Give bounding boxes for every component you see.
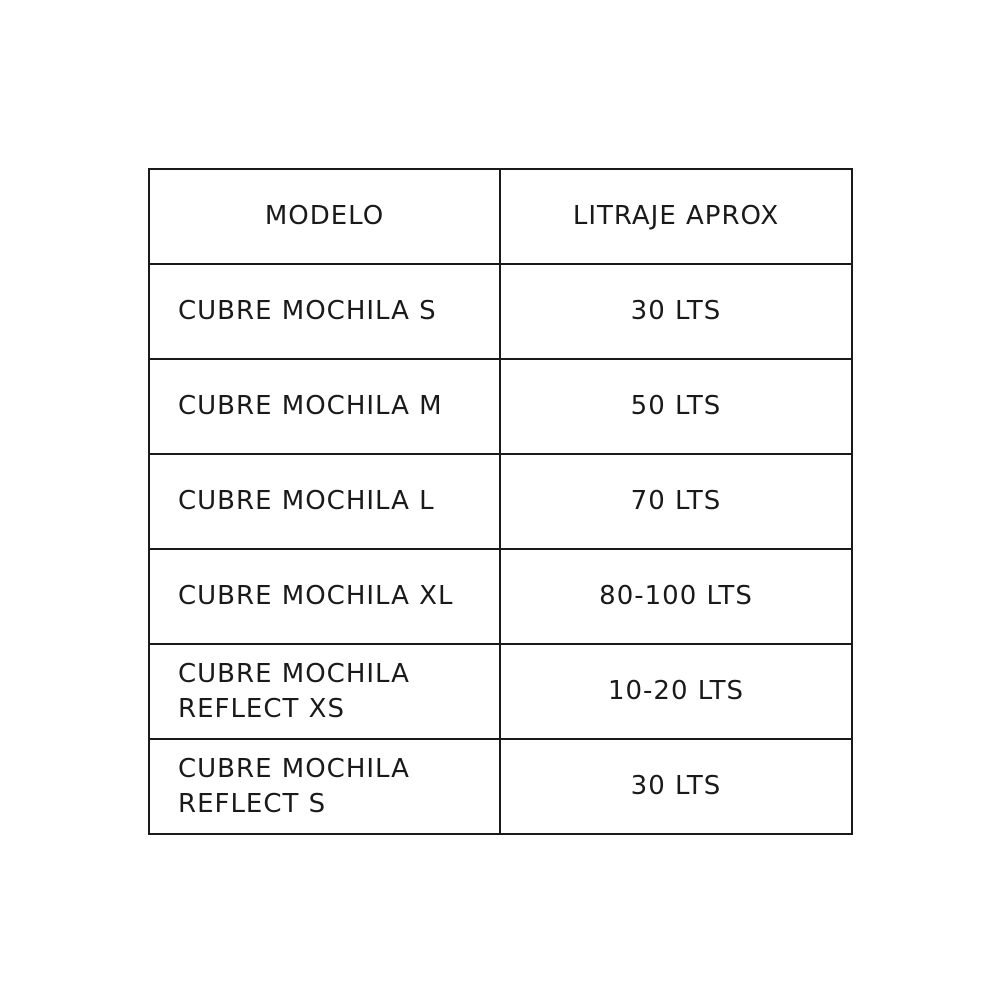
volume-cell: 80-100 LTS [500, 549, 852, 644]
volume-cell: 10-20 LTS [500, 644, 852, 739]
model-cell: CUBRE MOCHILA S [149, 264, 500, 359]
volume-cell: 50 LTS [500, 359, 852, 454]
model-cell: CUBRE MOCHILA M [149, 359, 500, 454]
header-volume: LITRAJE APROX [500, 169, 852, 264]
table-row [149, 739, 852, 834]
model-cell: CUBRE MOCHILA L [149, 454, 500, 549]
table-row [149, 549, 852, 644]
model-cell: CUBRE MOCHILA REFLECT XS [149, 644, 500, 739]
header-model: MODELO [149, 169, 500, 264]
table-row [149, 644, 852, 739]
volume-cell: 70 LTS [500, 454, 852, 549]
model-cell: CUBRE MOCHILA XL [149, 549, 500, 644]
table-header-row [149, 169, 852, 264]
volume-cell: 30 LTS [500, 739, 852, 834]
table-row [149, 359, 852, 454]
table-row [149, 264, 852, 359]
volume-cell: 30 LTS [500, 264, 852, 359]
size-table [148, 168, 853, 835]
model-cell: CUBRE MOCHILA REFLECT S [149, 739, 500, 834]
table-row [149, 454, 852, 549]
